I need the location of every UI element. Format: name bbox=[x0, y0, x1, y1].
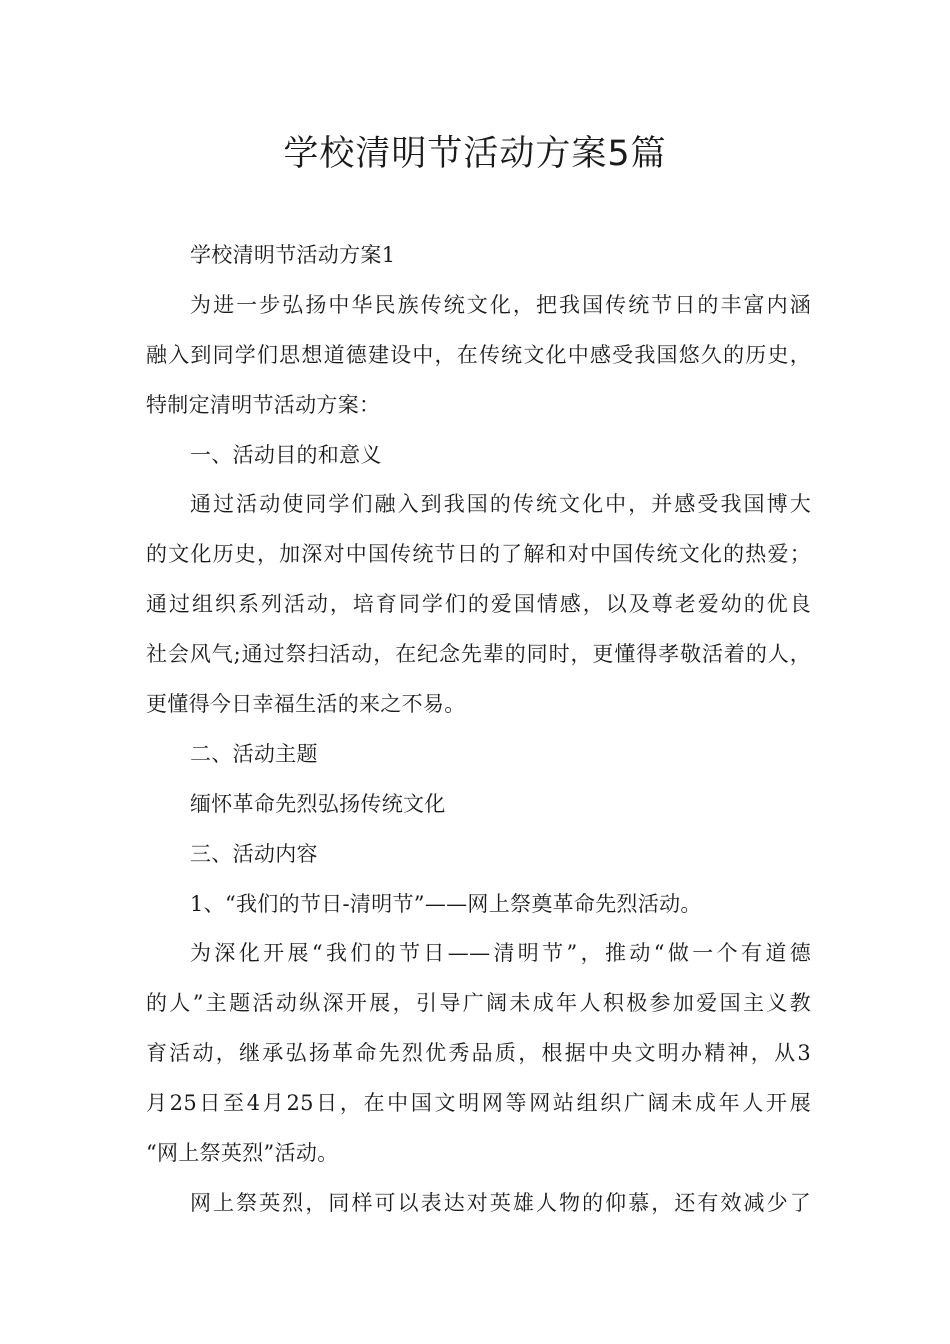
paragraph-line: 网上祭英烈，同样可以表达对英雄人物的仰慕，还有效减少了 bbox=[190, 1190, 811, 1215]
section-heading: 三、活动内容 bbox=[190, 841, 318, 866]
paragraph-line: 为深化开展“我们的节日——清明节”，推动“做一个有道德 bbox=[190, 941, 811, 966]
list-item: 1、“我们的节日-清明节”——网上祭奠革命先烈活动。 bbox=[190, 891, 702, 916]
section-heading: 学校清明节活动方案1 bbox=[190, 243, 396, 267]
paragraph-line: 通过活动使同学们融入到我国的传统文化中，并感受我国博大 bbox=[190, 492, 811, 517]
paragraph-line: 更懂得今日幸福生活的来之不易。 bbox=[146, 692, 466, 717]
document-body bbox=[146, 231, 811, 1229]
paragraph-line: 通过组织系列活动，培育同学们的爱国情感，以及尊老爱幼的优良 bbox=[146, 592, 811, 617]
paragraph-line: “网上祭英烈”活动。 bbox=[146, 1141, 339, 1166]
paragraph-line: 的人”主题活动纵深开展，引导广阔未成年人积极参加爱国主义教 bbox=[146, 991, 811, 1016]
section-heading: 一、活动目的和意义 bbox=[190, 442, 382, 467]
paragraph-line: 育活动，继承弘扬革命先烈优秀品质，根据中央文明办精神，从3 bbox=[146, 1041, 811, 1066]
section-heading: 二、活动主题 bbox=[190, 741, 318, 766]
paragraph-line: 月25日至4月25日，在中国文明网等网站组织广阔未成年人开展 bbox=[146, 1091, 811, 1116]
paragraph-line: 社会风气;通过祭扫活动，在纪念先辈的同时，更懂得孝敬活着的人， bbox=[146, 642, 811, 667]
paragraph-line: 缅怀革命先烈弘扬传统文化 bbox=[190, 791, 446, 816]
paragraph-line: 为进一步弘扬中华民族传统文化，把我国传统节日的丰富内涵 bbox=[190, 292, 811, 317]
document-title: 学校清明节活动方案5篇 bbox=[283, 134, 667, 174]
paragraph-line: 的文化历史，加深对中国传统节日的了解和对中国传统文化的热爱； bbox=[146, 542, 811, 567]
paragraph-line: 融入到同学们思想道德建设中，在传统文化中感受我国悠久的历史， bbox=[146, 342, 811, 367]
paragraph-line: 特制定清明节活动方案： bbox=[146, 392, 381, 417]
